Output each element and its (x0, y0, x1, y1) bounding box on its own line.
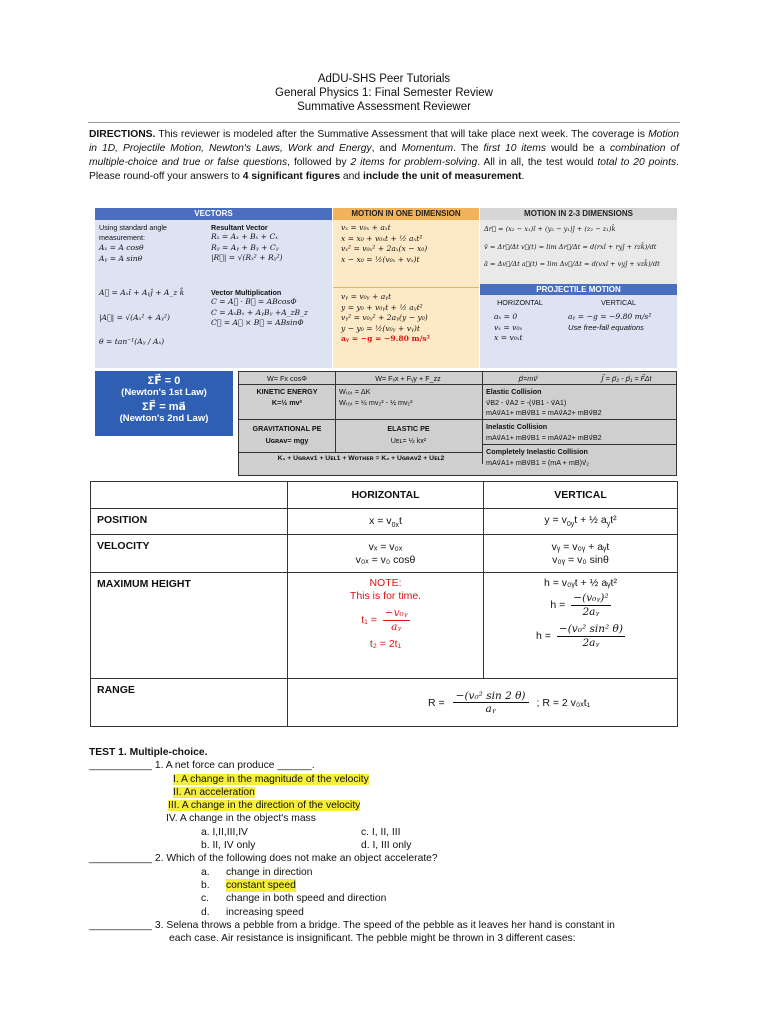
h-formula-1: h = v₀ᵧt + ½ aᵧt² (544, 577, 617, 589)
note-text: This is for time. (349, 590, 422, 602)
range-equation (428, 690, 590, 715)
mult-line: C⃗ = A⃗ × B⃗ = ABsinΦ (211, 318, 304, 327)
elastic-pe-eq: Uᴇʟ= ½ kx² (390, 436, 427, 445)
row-label-max-height: MAXIMUM HEIGHT (91, 573, 288, 679)
vec-mag: |A⃗| = √(Aₓ² + Aᵧ²) (99, 312, 170, 322)
newton-2-label: (Newton's 2nd Law) (119, 413, 209, 424)
motion-1d-block (333, 208, 479, 368)
h3-label: h = (536, 630, 551, 642)
directions-text: would be a (546, 143, 610, 154)
question-3 (89, 919, 679, 932)
directions-paragraph (89, 128, 679, 184)
resultant-vector (211, 223, 329, 264)
wtot-eq: Wₜₒₜ = ΔK (339, 387, 371, 396)
grav-pe-heading: GRAVITATIONAL PE (252, 424, 322, 433)
motion-1d-y (341, 292, 430, 345)
table-row (91, 509, 678, 535)
h3-den: 2aᵧ (582, 637, 600, 649)
header-line-2: General Physics 1: Final Semester Review (275, 87, 493, 99)
m23-line: v̄ = Δr⃗/Δt v⃗(t) = lim Δr⃗/Δt = d(rxî + ryĵ + rzk̂)/dt (484, 242, 657, 251)
h-formula-2 (484, 592, 677, 619)
h-formula-3 (484, 623, 677, 650)
option-letter: b. (201, 879, 210, 891)
m1d-line: x − x₀ = ½(v₀ₓ + vₓ)t (341, 254, 420, 264)
directions-combination: combination of multiple-choice and true or false questions (89, 143, 680, 168)
formula-sheet (95, 208, 677, 478)
range-alt: ; R = 2 v₀ₓt₁ (536, 696, 591, 709)
vectors-standard (99, 223, 199, 264)
table-header-vertical: VERTICAL (484, 482, 678, 509)
work-eq: W= Fx cosΦ (267, 374, 307, 383)
answer-blank[interactable]: ___________ (89, 853, 152, 865)
q1-options-row-2 (89, 839, 679, 852)
h3-num: −(v₀² sin² θ) (558, 623, 623, 635)
option-text: constant speed (226, 879, 296, 891)
m1d-line: y − y₀ = ½(v₀ᵧ + vᵧ)t (341, 323, 420, 333)
vec-line: Aₓ = A cosθ (99, 243, 144, 252)
directions-first10: first 10 items (483, 143, 546, 154)
m1d-line: vₓ² = v₀ₓ² + 2aₓ(x − x₀) (341, 244, 428, 253)
directions-text: This reviewer is modeled after the Summative Assessment that will take place next week. The coverage is (155, 129, 649, 140)
vector-multiplication (211, 288, 329, 329)
vec-line: measurement: (99, 233, 145, 242)
directions-coverage: Motion in 1D, Projectile Motion, Newton's Laws, Work and Energy (89, 129, 679, 154)
directions-text: . The (453, 143, 484, 154)
completely-inelastic-eq: mAv⃗A1+ mBv⃗B1 = (mA + mB)v⃗₂ (486, 458, 590, 467)
vec-line: Aᵧ = A sinθ (99, 253, 143, 263)
t1-label: t₁ = (361, 614, 377, 626)
projectile-vertical-label: VERTICAL (600, 298, 637, 307)
max-height-vertical (484, 573, 678, 679)
header-divider (88, 122, 680, 123)
elastic-eq-1: v⃗B2 - v⃗A2 = -(v⃗B1 - v⃗A1) (486, 398, 567, 407)
h2-fraction (571, 592, 610, 619)
question-1 (89, 759, 679, 772)
projectile-table (90, 481, 678, 727)
h2-den: 2aᵧ (582, 606, 600, 618)
option-text: change in direction (226, 866, 313, 878)
test-section (89, 746, 679, 945)
t2-formula: t₂ = 2t₁ (369, 638, 402, 650)
q2-option-b[interactable] (89, 879, 679, 892)
motion-2-3d-eqs (484, 224, 660, 270)
table-header-horizontal: HORIZONTAL (288, 482, 484, 509)
directions-momentum: Momentum (401, 143, 454, 154)
option-c[interactable]: c. I, II, III (361, 826, 401, 838)
question-text: 3. Selena throws a pebble from a bridge. The speed of the pebble as it leaves her hand is constant in (154, 919, 615, 931)
range-fraction (453, 690, 529, 715)
m23-line: Δr⃗ = (x₂ − x₁)î + (y₂ − y₁)ĵ + (z₂ − z₁)k̂ (484, 225, 616, 233)
mult-line: C = A⃗ · B⃗ = ABcosΦ (211, 297, 297, 306)
motion-1d-heading: MOTION IN ONE DIMENSION (333, 208, 479, 220)
option-a[interactable]: a. I,II,III,IV (201, 826, 248, 838)
m1d-line: vᵧ² = v₀ᵧ² + 2aᵧ(y − y₀) (341, 313, 428, 322)
vel-h-2: v₀ₓ = v₀ cosθ (355, 554, 416, 566)
vec-theta: θ = tan⁻¹(Aᵧ / Aₓ) (99, 337, 165, 346)
q1-options-row-1 (89, 826, 679, 839)
t1-den: aᵧ (391, 621, 402, 633)
position-vertical: $y = v_{0y}t$ + ½ $a_yt^2$ (484, 509, 678, 535)
answer-blank[interactable]: ___________ (89, 919, 152, 931)
resultant-line: Rᵧ = Aᵧ + Bᵧ + Cᵧ (211, 242, 279, 252)
position-horizontal: $x = v_{0x}t$ (288, 509, 484, 535)
proj-v-line: aᵧ = −g = −9.80 m/s² (568, 312, 652, 321)
resultant-line: Rₓ = Aₓ + Bₓ + Cₓ (211, 232, 278, 241)
option-d[interactable]: d. I, III only (361, 840, 412, 852)
resultant-line: |R⃗| = √(Rₓ² + Rᵧ²) (211, 253, 283, 262)
statement-text: II. An acceleration (173, 786, 255, 798)
vec-comp: A⃗ = Aₓî + Aᵧĵ + A_z k̂ (99, 288, 185, 297)
directions-text: . Please round-off your answers to (89, 157, 679, 182)
range-num: −(v₀² sin 2 θ) (453, 690, 529, 703)
energy-momentum-grid (238, 371, 677, 476)
directions-label: DIRECTIONS. (89, 129, 156, 140)
h2-label: h = (550, 599, 566, 611)
projectile-horizontal-label: HORIZONTAL (497, 298, 543, 307)
energy-conservation-eq: K₁ + Uɢʀᴀᴠ1 + Uᴇʟ1 + Wᴏᴛʜᴇʀ = K₂ + Uɢʀᴀᴠ2 + Uᴇʟ2 (277, 455, 445, 462)
table-row (91, 679, 678, 727)
impulse-eq: J⃗ = p⃗₂ - p⃗₁ = F⃗Δt (601, 374, 652, 383)
option-b[interactable]: b. II, IV only (201, 840, 256, 852)
note-label: NOTE: (369, 577, 402, 589)
grav-pe-eq: Uɢʀᴀᴠ= mgy (265, 436, 309, 445)
q1-statement-iii (89, 799, 679, 812)
vectors-block (95, 208, 332, 368)
option-text: increasing speed (226, 906, 304, 918)
row-label-velocity: VELOCITY (91, 535, 288, 573)
vel-v-2: v₀ᵧ = v₀ sinθ (552, 554, 609, 566)
option-letter: a. (201, 866, 210, 878)
vectors-heading: VECTORS (95, 208, 332, 220)
t1-formula (288, 607, 483, 634)
motion-2-3d-heading: MOTION IN 2-3 DIMENSIONS (480, 208, 677, 220)
statement-text: III. A change in the direction of the velocity (168, 800, 361, 812)
q1-statement-i (89, 773, 679, 786)
wtot-eq-2: Wₜₒₜ = ½ mv₂² - ½ mv₁² (339, 398, 413, 407)
mult-heading: Vector Multiplication (211, 288, 282, 297)
t1-num: −v₀ᵧ (384, 607, 408, 619)
vel-v-1: vᵧ = v₀ᵧ + aᵧt (551, 541, 610, 553)
m1d-line: vₓ = v₀ₓ + aₓt (341, 223, 391, 232)
directions-text: , and (371, 143, 402, 154)
test-title: TEST 1. Multiple-choice. (89, 747, 208, 758)
m23-line: ā = Δv⃗/Δt a⃗(t) = lim Δv⃗/Δt = d(vxî + vyĵ + vzk̂)/dt (484, 260, 660, 268)
statement-text: I. A change in the magnitude of the velocity (173, 773, 369, 785)
directions-text: and (340, 171, 363, 182)
proj-v-line: Use free-fall equations (568, 322, 644, 332)
question-text: 2. Which of the following does not make an object accelerate? (154, 853, 438, 865)
question-text: 1. A net force can produce ______. (154, 760, 315, 772)
q1-statement-ii (89, 786, 679, 799)
proj-h-line: x = v₀ₓt (494, 333, 523, 342)
momentum-eq: p⃗=mv⃗ (518, 374, 538, 383)
proj-h-line: aₓ = 0 (494, 312, 518, 321)
newton-2-eq: ΣF⃗ = ma⃗ (142, 401, 186, 413)
option-text: change in both speed and direction (226, 893, 387, 905)
projectile-horizontal-eqs (494, 312, 523, 344)
q2-option-c[interactable] (89, 892, 679, 905)
header-line-1: AdDU-SHS Peer Tutorials (317, 73, 451, 85)
m1d-line: vᵧ = v₀ᵧ + aᵧt (341, 292, 392, 301)
m1d-gravity: aᵧ = −g = −9.80 m/s² (341, 334, 430, 343)
row-label-range: RANGE (91, 679, 288, 727)
q1-statement-iv (89, 812, 679, 825)
work-comp-eq: W= Fₓx + Fᵧy + F_zz (375, 374, 441, 383)
elastic-eq-2: mAv⃗A1+ mBv⃗B1 = mAv⃗A2+ mBv⃗B2 (486, 408, 602, 417)
directions-text: . All in all, the test would (477, 157, 598, 168)
directions-total: total to 20 points (597, 157, 677, 168)
m1d-line: x = x₀ + v₀ₓt + ½ aₓt² (341, 233, 423, 243)
elastic-collision-heading: Elastic Collision (486, 387, 542, 396)
inelastic-collision-heading: Inelastic Collision (486, 422, 548, 431)
answer-blank[interactable]: ___________ (89, 760, 152, 772)
m1d-line: y = y₀ + v₀ᵧt + ½ aᵧt² (341, 302, 423, 312)
max-height-horizontal (288, 573, 484, 679)
directions-sig-figs: 4 significant figures (242, 171, 341, 182)
question-2 (89, 852, 679, 865)
row-label-position: POSITION (91, 509, 288, 535)
range-label: R = (428, 696, 445, 709)
projectile-vertical-eqs (568, 312, 651, 333)
projectile-block (480, 284, 677, 368)
t1-fraction (383, 607, 410, 634)
resultant-heading: Resultant Vector (211, 223, 268, 232)
ke-eq: K=½ mv² (271, 398, 303, 407)
newton-1-eq: ΣF⃗ = 0 (147, 375, 181, 387)
q2-option-d[interactable] (89, 906, 679, 919)
range-formula (288, 679, 678, 727)
newtons-laws-block (95, 371, 233, 436)
newton-1-label: (Newton's 1st Law) (121, 387, 207, 398)
directions-text: , followed by (287, 157, 351, 168)
vec-line: Using standard angle (99, 223, 167, 232)
range-den: aᵧ (485, 703, 496, 715)
motion-2-3d-block (480, 208, 677, 284)
velocity-vertical (484, 535, 678, 573)
option-letter: c. (201, 893, 210, 905)
ke-heading: KINETIC ENERGY (256, 387, 318, 396)
elastic-pe-heading: ELASTIC PE (387, 424, 430, 433)
h2-num: −(v₀ᵧ)² (573, 592, 609, 604)
proj-h-line: vₓ = v₀ₓ (494, 322, 523, 332)
table-corner (91, 482, 288, 509)
mult-line: C = AₓBₓ + AᵧBᵧ +A_zB_z (211, 307, 308, 317)
statement-text: IV. A change in the object's mass (166, 813, 316, 825)
table-row (91, 535, 678, 573)
option-letter: d. (201, 906, 210, 918)
directions-unit: include the unit of measurement (362, 171, 522, 182)
h3-fraction (557, 623, 625, 650)
header-line-3: Summative Assessment Reviewer (297, 101, 471, 113)
completely-inelastic-heading: Completely Inelastic Collision (486, 447, 588, 456)
table-row (91, 573, 678, 679)
projectile-heading: PROJECTILE MOTION (480, 284, 677, 295)
inelastic-eq: mAv⃗A1+ mBv⃗B1 = mAv⃗A2+ mBv⃗B2 (486, 433, 602, 442)
velocity-horizontal (288, 535, 484, 573)
vector-components (99, 288, 209, 348)
motion-1d-x (341, 223, 427, 265)
vel-h-1: vₓ = v₀ₓ (368, 541, 403, 553)
directions-two-items: 2 items for problem-solving (350, 157, 478, 168)
q2-option-a[interactable] (89, 866, 679, 879)
question-3-continued: each case. Air resistance is insignificant. The pebble might be thrown in 3 different cases: (169, 933, 576, 945)
directions-text: . (521, 171, 525, 182)
